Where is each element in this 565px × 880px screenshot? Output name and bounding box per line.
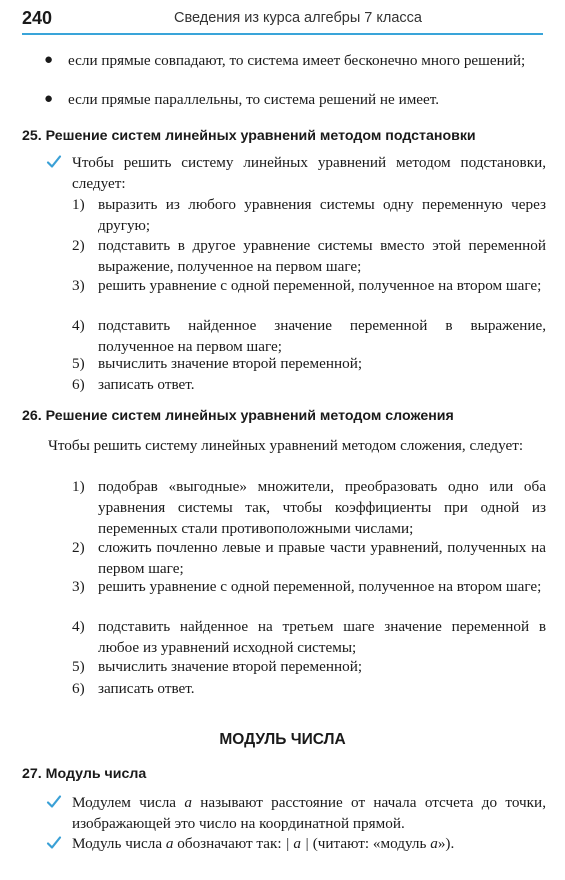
notation-item — [72, 833, 546, 854]
list-item — [72, 616, 546, 658]
section-25-heading: 25. Решение систем линейных уравнений методом подстановки — [22, 128, 476, 144]
list-item — [72, 275, 546, 296]
item-text: подставить в другое уравнение системы вместо этой переменной выражение, полученное на первом шаге; — [98, 237, 546, 275]
abs-notation: | a | — [285, 835, 309, 852]
bullet-dot-icon: ● — [44, 52, 54, 68]
variable: a — [184, 794, 192, 811]
item-text: сложить почленно левые и правые части уравнений, полученных на первом шаге; — [98, 539, 546, 577]
section-27-heading: 27. Модуль числа — [22, 766, 147, 782]
running-title: Сведения из курса алгебры 7 класса — [174, 10, 422, 26]
text-fragment: Модуль числа — [72, 835, 166, 852]
item-text: подобрав «выгодные» множители, преобразовать одно или оба уравнения системы так, чтобы коэффициенты при одной из переменных стали противоположными числами; — [98, 478, 546, 537]
bullet-dot-icon: ● — [44, 91, 54, 107]
list-item — [72, 576, 546, 597]
text-fragment: (читают: «модуль — [308, 835, 431, 852]
item-number: 3) — [72, 277, 85, 294]
item-number: 6) — [72, 376, 85, 393]
item-text: записать ответ. — [98, 376, 195, 393]
definition-item — [72, 792, 546, 834]
list-item — [72, 315, 546, 357]
item-text: вычислить значение второй переменной; — [98, 355, 363, 372]
section-26-intro: Чтобы решить систему линейных уравнений методом сложения, следует: — [48, 437, 524, 454]
item-number: 2) — [72, 539, 85, 556]
chapter-title: МОДУЛЬ ЧИСЛА — [219, 731, 346, 748]
text-fragment: Модулем числа — [72, 794, 185, 811]
section-25-intro — [72, 152, 546, 194]
variable: a — [430, 835, 438, 852]
item-number: 1) — [72, 196, 85, 213]
item-text: выразить из любого уравнения системы одну переменную через другую; — [98, 196, 546, 234]
check-icon — [46, 794, 62, 810]
item-text: вычислить значение второй переменной; — [98, 658, 363, 675]
text-fragment: называют расстояние от начала отсчета до точки, изображающей это число на координатной прямой. — [72, 794, 546, 832]
item-number: 3) — [72, 578, 85, 595]
bullet-text: если прямые совпадают, то система имеет бесконечно много решений; — [68, 52, 526, 69]
item-number: 1) — [72, 478, 85, 495]
bullet-item — [44, 50, 546, 71]
item-text: решить уравнение с одной переменной, полученное на втором шаге; — [98, 578, 542, 595]
list-item — [72, 656, 546, 677]
header-rule — [22, 33, 543, 35]
text-fragment: обозначают так: — [173, 835, 286, 852]
item-text: записать ответ. — [98, 680, 195, 697]
list-item — [72, 374, 546, 395]
item-text: решить уравнение с одной переменной, полученное на втором шаге; — [98, 277, 542, 294]
bullet-item — [44, 89, 546, 110]
check-icon — [46, 835, 62, 851]
bullet-text: если прямые параллельны, то система решений не имеет. — [68, 91, 440, 108]
list-item — [72, 678, 546, 699]
page-number: 240 — [22, 8, 53, 28]
item-number: 5) — [72, 355, 85, 372]
item-text: подставить найденное значение переменной в выражение, полученное на первом шаге; — [98, 317, 546, 355]
list-item — [72, 537, 546, 579]
check-icon — [46, 154, 62, 170]
item-number: 4) — [72, 317, 85, 334]
item-text: подставить найденное на третьем шаге значение переменной в любое из уравнений исходной системы; — [98, 618, 546, 656]
item-number: 5) — [72, 658, 85, 675]
item-number: 2) — [72, 237, 85, 254]
text-fragment: »). — [437, 835, 455, 852]
list-item — [72, 194, 546, 236]
section-26-heading: 26. Решение систем линейных уравнений методом сложения — [22, 408, 454, 424]
page-header — [22, 6, 543, 34]
intro-text: Чтобы решить систему линейных уравнений методом подстановки, следует: — [72, 154, 546, 192]
list-item — [72, 353, 546, 374]
variable: a — [165, 835, 174, 852]
list-item — [72, 476, 546, 539]
item-number: 4) — [72, 618, 85, 635]
list-item — [72, 235, 546, 277]
item-number: 6) — [72, 680, 85, 697]
